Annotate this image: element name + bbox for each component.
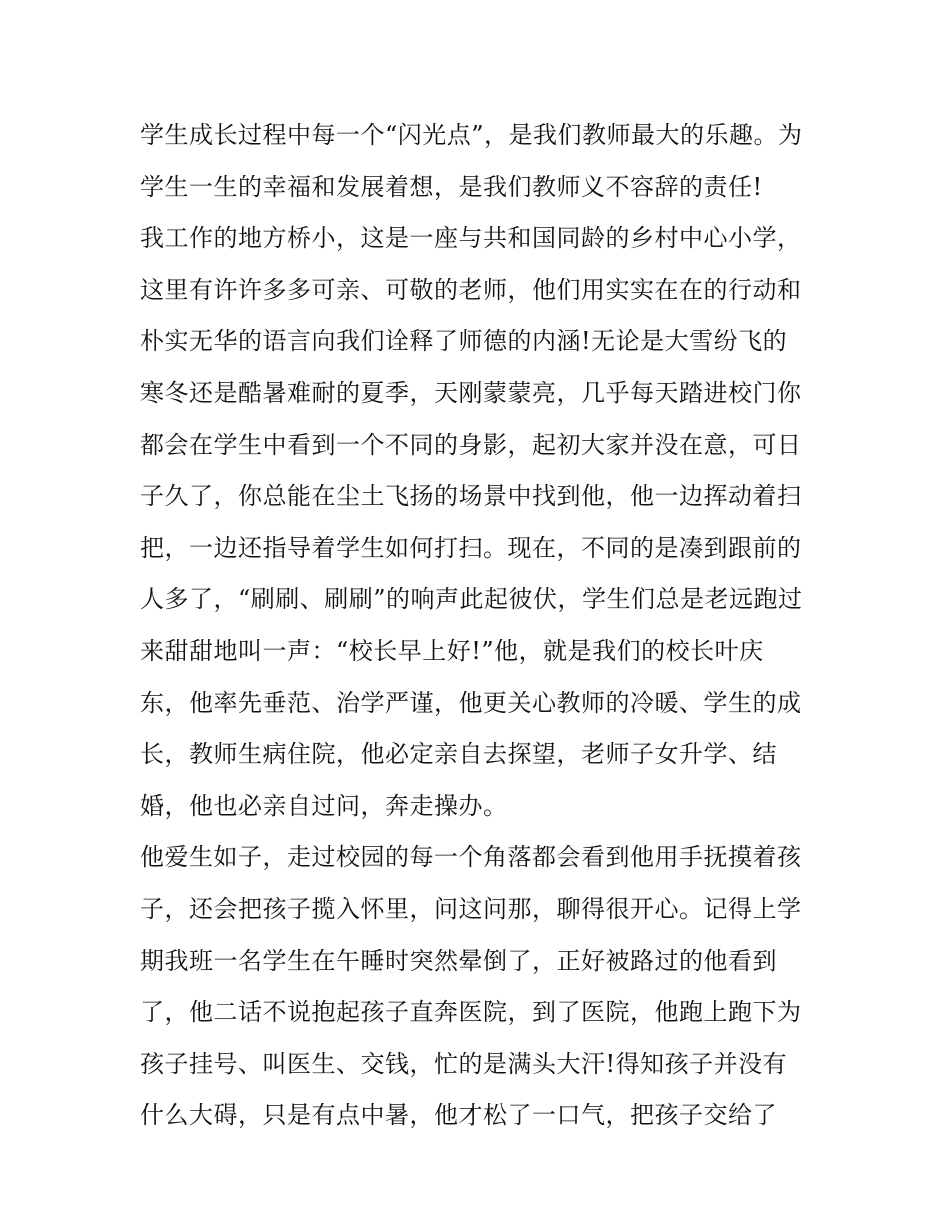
- text-line: 朴实无华的语言向我们诠释了师德的内涵!无论是大雪纷飞的: [140, 327, 788, 356]
- text-line: 长，教师生病住院，他必定亲自去探望，老师子女升学、结: [140, 740, 777, 769]
- body-text: [140, 110, 820, 1142]
- text-line: 来甜甜地叫一声：“校长早上好!”他，就是我们的校长叶庆: [140, 636, 764, 665]
- text-line: 婚，他也必亲自过问，奔走操办。: [140, 791, 508, 820]
- text-line: 子，还会把孩子揽入怀里，问这问那，聊得很开心。记得上学: [140, 894, 802, 923]
- text-line: 他爱生如子，走过校园的每一个角落都会看到他用手抚摸着孩: [140, 843, 802, 872]
- text-line: 什么大碍，只是有点中暑，他才松了一口气，把孩子交给了: [140, 1101, 777, 1130]
- text-line: 人多了，“刷刷、刷刷”的响声此起彼伏，学生们总是老远跑过: [140, 585, 803, 614]
- text-line: 学生一生的幸福和发展着想，是我们教师义不容辞的责任!: [140, 172, 763, 201]
- text-line: 都会在学生中看到一个不同的身影，起初大家并没在意，可日: [140, 430, 802, 459]
- text-line: 我工作的地方桥小，这是一座与共和国同龄的乡村中心小学，: [140, 224, 802, 253]
- text-line: 把，一边还指导着学生如何打扫。现在，不同的是凑到跟前的: [140, 533, 802, 562]
- text-line: 孩子挂号、叫医生、交钱，忙的是满头大汗!得知孩子并没有: [140, 1049, 788, 1078]
- text-line: 这里有许许多多可亲、可敬的老师，他们用实实在在的行动和: [140, 275, 802, 304]
- text-line: 学生成长过程中每一个“闪光点”，是我们教师最大的乐趣。为: [140, 121, 803, 149]
- text-line: 东，他率先垂范、治学严谨，他更关心教师的冷暖、学生的成: [140, 688, 802, 717]
- text-line: 了，他二话不说抱起孩子直奔医院，到了医院，他跑上跑下为: [140, 998, 802, 1027]
- text-line: 期我班一名学生在午睡时突然晕倒了，正好被路过的他看到: [140, 946, 777, 975]
- text-line: 子久了，你总能在尘土飞扬的场景中找到他，他一边挥动着扫: [140, 482, 802, 511]
- text-line: 寒冬还是酷暑难耐的夏季，天刚蒙蒙亮，几乎每天踏进校门你: [140, 378, 802, 407]
